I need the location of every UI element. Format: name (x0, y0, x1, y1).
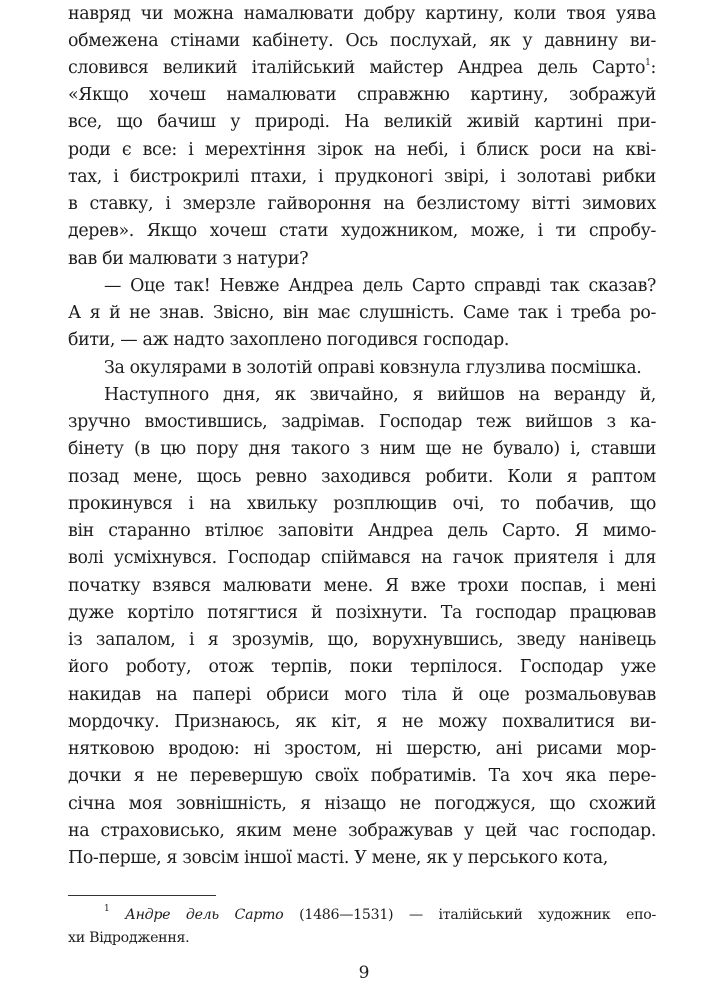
text-line (68, 302, 656, 324)
text-line (68, 547, 656, 569)
text-line-content: бити, — аж надто захоплено погодився господар. (68, 330, 510, 350)
text-line (68, 656, 656, 678)
text-line-content: в ставку, і змерзле гайвороння на безлистому вітті зимових (68, 194, 656, 214)
text-line-content: словився великий італійський майстер Андреа дель Сарто (68, 58, 646, 78)
text-line (68, 820, 656, 842)
footnote-marker: 1 (104, 904, 110, 914)
text-line-content: обмежена стінами кабінету. Ось послухай, як у давнину ви- (68, 31, 656, 51)
text-line-content: із запалом, і я зрозумів, що, ворухнувшись, зведу нанівець (68, 630, 656, 650)
text-line (68, 438, 656, 460)
text-line-content: дерев». Якщо хочеш стати художником, може, і ти спробу- (68, 221, 656, 241)
text-line (68, 248, 656, 270)
footnote-name: Андре дель Сарто (125, 907, 284, 923)
text-line (68, 684, 656, 706)
text-line-content: січна моя зовнішність, я нізащо не погоджуся, що схожий (68, 794, 656, 814)
text-line-content: бінету (в цю пору дня такого з ним ще не бувало) і, ставши (68, 439, 656, 459)
text-line (104, 275, 656, 297)
footnote-text: (1486—1531) — італійський художник епо- (283, 907, 656, 923)
text-line-content: його роботу, отож терпів, поки терпілося. Господар уже (68, 657, 656, 677)
footnote-ref: 1 (645, 58, 651, 68)
text-line-content: зручно вмостившись, задрімав. Господар теж вийшов з ка- (68, 412, 656, 432)
text-line (68, 166, 656, 188)
text-line (68, 765, 656, 787)
text-line-content: накидав на папері обриси мого тіла й оце розмальовував (68, 685, 656, 705)
text-line (68, 793, 656, 815)
text-line (68, 738, 656, 760)
footnote-line-1 (104, 906, 656, 924)
text-line (68, 629, 656, 651)
text-line (68, 193, 656, 215)
text-line-content: дочки я не перевершую своїх побратимів. Та хоч яка пере- (68, 766, 656, 786)
text-line-content: позад мене, щось ревно заходився робити. Коли я раптом (68, 467, 656, 487)
text-line-content: мордочку. Признаюсь, як кіт, я не можу похвалитися ви- (68, 712, 656, 732)
text-line (68, 3, 656, 25)
text-line-content: А я й не знав. Звісно, він має слушність. Саме так і треба ро- (68, 303, 656, 323)
text-line-content: він старанно втілює заповіти Андреа дель Сарто. Я мимо- (68, 521, 656, 541)
text-line (68, 520, 656, 542)
text-line (68, 220, 656, 242)
text-line (68, 411, 656, 433)
text-line-content: «Якщо хочеш намалювати справжню картину, зображуй (68, 85, 656, 105)
text-line (68, 30, 656, 52)
text-line (68, 329, 656, 351)
text-line-content: тах, і бистрокрилі птахи, і прудконогі звірі, і золотаві рибки (68, 167, 656, 187)
text-line (68, 847, 656, 869)
text-line (68, 493, 656, 515)
text-line (68, 57, 656, 79)
text-line (68, 139, 656, 161)
punctuation: : (650, 58, 656, 78)
text-line-content: на страховисько, яким мене зображував у цей час господар. (68, 821, 656, 841)
text-line-content: По-перше, я зовсім іншої масті. У мене, як у перського кота, (68, 848, 608, 868)
text-line (68, 575, 656, 597)
text-line (68, 602, 656, 624)
text-line (104, 384, 656, 406)
text-line (68, 84, 656, 106)
text-line-content: вав би малювати з натури? (68, 249, 309, 269)
text-line (104, 357, 656, 379)
text-line-content: все, що бачиш у природі. На великій живій картині при- (68, 112, 656, 132)
text-line-content: прокинувся і на хвильку розплющив очі, то побачив, що (68, 494, 656, 514)
text-line (68, 466, 656, 488)
text-line-content: навряд чи можна намалювати добру картину, коли твоя уява (68, 4, 656, 24)
text-line-content: Наступного дня, як звичайно, я вийшов на веранду й, (104, 385, 656, 405)
text-line (68, 711, 656, 733)
text-line-content: волі усміхнувся. Господар спіймався на гачок приятеля і для (68, 548, 656, 568)
text-line-content: нятковою вродою: ні зростом, ні шерстю, ані рисами мор- (68, 739, 656, 759)
text-line-content: За окулярами в золотій оправі ковзнула глузлива посмішка. (104, 358, 642, 378)
text-line-content: дуже кортіло потягтися й позіхнути. Та господар працював (68, 603, 656, 623)
text-line-content: — Оце так! Невже Андреа дель Сарто справді так сказав? (104, 276, 656, 296)
page-number: 9 (358, 963, 370, 983)
footnote-line-2: хи Відродження. (68, 930, 190, 946)
text-line-content: роди є все: і мерехтіння зірок на небі, і блиск роси на кві- (68, 140, 656, 160)
text-line (68, 111, 656, 133)
footnote-separator (68, 895, 216, 896)
text-line-content: початку взявся малювати мене. Я вже трохи поспав, і мені (68, 576, 656, 596)
